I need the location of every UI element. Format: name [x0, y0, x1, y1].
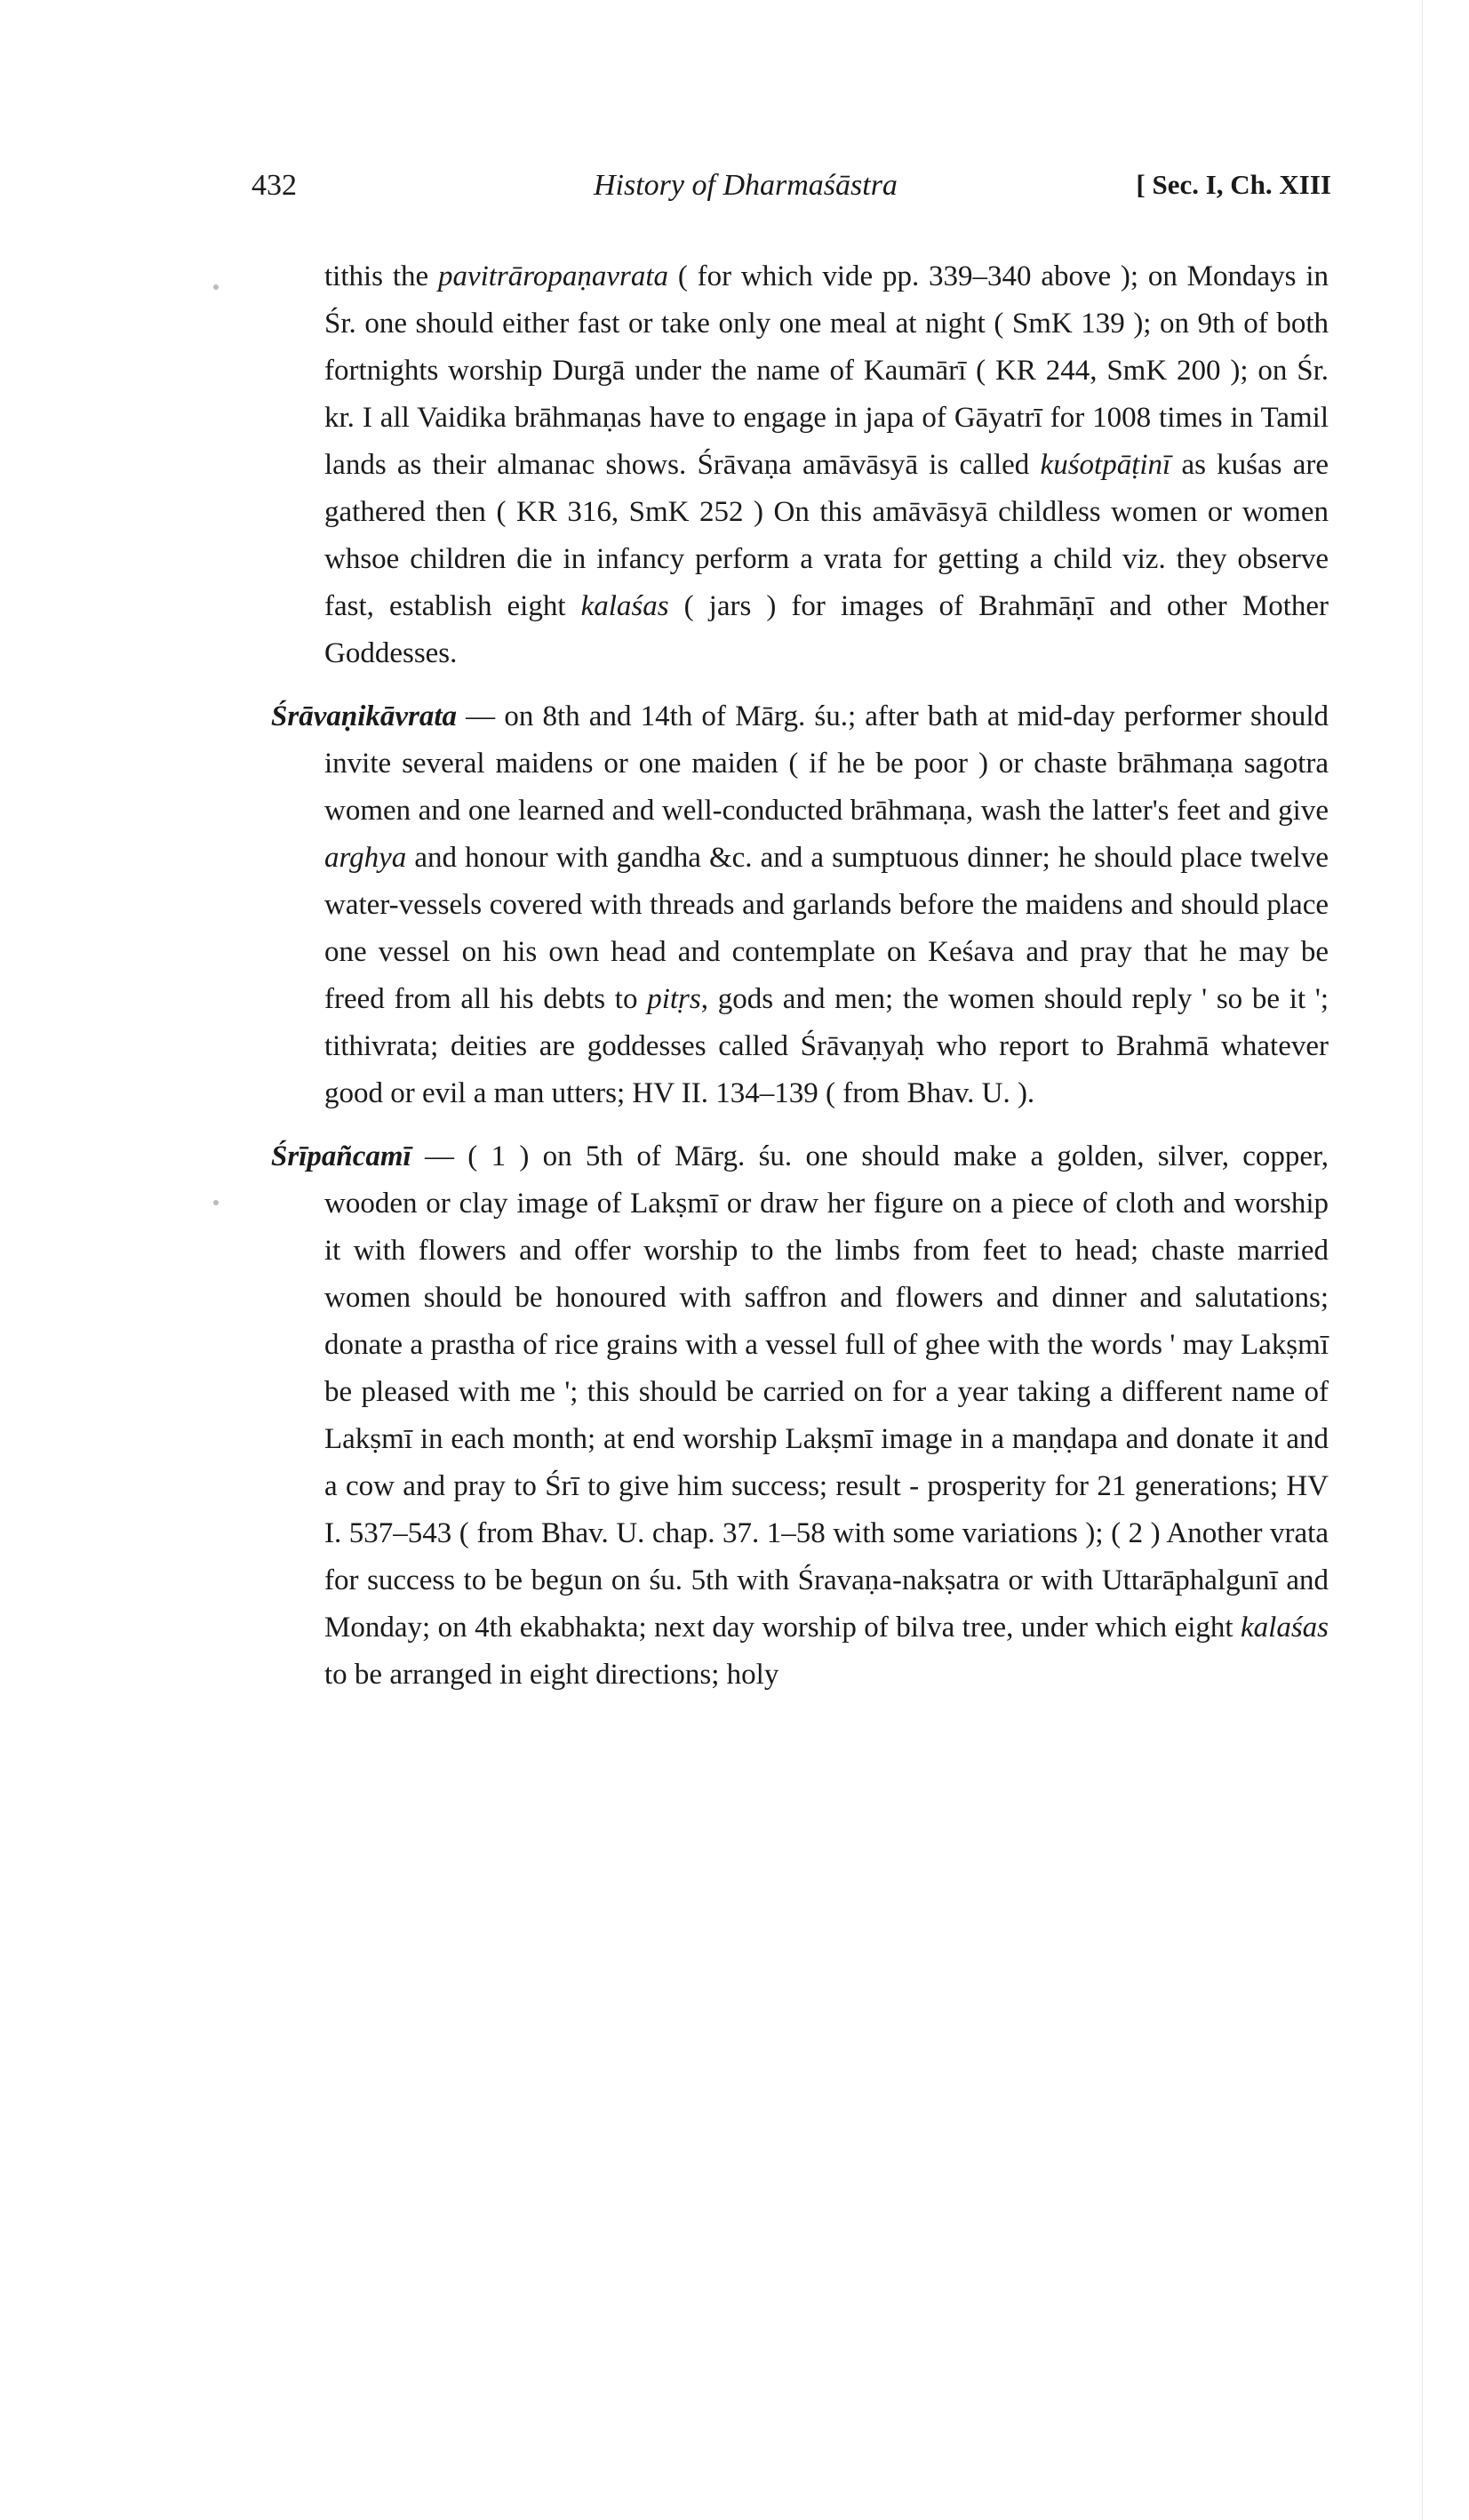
running-header	[251, 169, 1331, 213]
page-number: 432	[251, 169, 297, 202]
section-reference: [ Sec. I, Ch. XIII	[1136, 169, 1331, 200]
headword: Śrīpañcamī	[271, 1140, 411, 1172]
entry-sripancami: Śrīpañcamī — ( 1 ) on 5th of Mārg. śu. one should make a golden, silver, copper, wooden or clay image of Lakṣmī or draw her figure on a piece of cloth and worship it with flowers and offer worship to the limbs from feet to head; chaste married women should be honoured with saffron and flowers and dinner and salutations; donate a prastha of rice grains with a vessel full of ghee with the words ' may Lakṣmī be pleased with me '; this should be carried on for a year taking a different name of Lakṣmī in each month; at end worship Lakṣmī image in a maṇḍapa and donate it and a cow and pray to Śrī to give him success; result - prosperity for 21 generations; HV I. 537–543 ( from Bhav. U. chap. 37. 1–58 with some variations ); ( 2 ) Another vrata for success to be begun on śu. 5th with Śravaṇa-nakṣatra or with Uttarāphalgunī and Monday; on 4th ekabhakta; next day worship of bilva tree, under which eight kalaśas to be arranged in eight directions; holy	[271, 1140, 1329, 1691]
headword: Śrāvaṇikāvrata	[271, 700, 458, 732]
running-title: History of Dharmaśāstra	[594, 169, 898, 202]
entry-sravanikavrata: Śrāvaṇikāvrata — on 8th and 14th of Mārg. śu.; after bath at mid-day performer should invite several maidens or one maiden ( if he be poor ) or chaste brāhmaṇa sagotra women and one learned and well-conducted brāhmaṇa, wash the latter's feet and give arghya and honour with gandha &c. and a sumptuous dinner; he should place twelve water-vessels covered with threads and garlands before the maidens and should place one vessel on his own head and contemplate on Keśava and pray that he may be freed from all his debts to pitṛs, gods and men; the women should reply ' so be it '; tithivrata; deities are goddesses called Śrāvaṇyaḥ who report to Brahmā whatever good or evil a man utters; HV II. 134–139 ( from Bhav. U. ).	[271, 700, 1329, 1109]
margin-speck	[213, 1200, 219, 1205]
margin-speck	[213, 284, 219, 290]
body-text	[271, 253, 1329, 1699]
page-edge-line	[1422, 0, 1423, 2520]
continuation-paragraph: tithis the pavitrāropaṇavrata ( for which vide pp. 339–340 above ); on Mondays in Śr. one should either fast or take only one meal at night ( SmK 139 ); on 9th of both fortnights worship Durgā under the name of Kaumārī ( KR 244, SmK 200 ); on Śr. kr. I all Vaidika brāhmaṇas have to engage in japa of Gāyatrī for 1008 times in Tamil lands as their almanac shows. Śrāvaṇa amāvāsyā is called kuśotpāṭinī as kuśas are gathered then ( KR 316, SmK 252 ) On this amāvāsyā childless women or women whsoe children die in infancy perform a vrata for getting a child viz. they observe fast, establish eight kalaśas ( jars ) for images of Brahmāṇī and other Mother Goddesses.	[324, 260, 1329, 669]
